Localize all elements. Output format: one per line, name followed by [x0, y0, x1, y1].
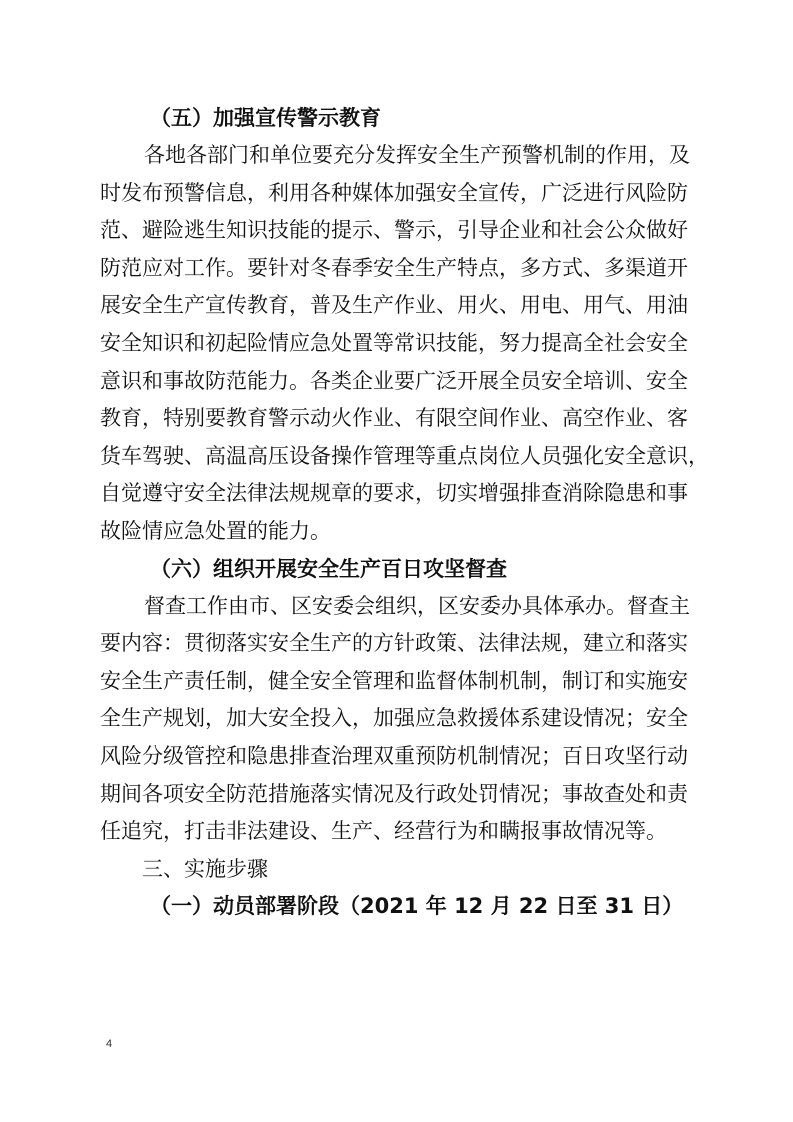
- text-line: 展安全生产宣传教育，普及生产作业、用火、用电、用气、用油: [100, 293, 688, 318]
- text-line: 安全生产责任制，健全安全管理和监督体制机制，制订和实施安: [100, 668, 688, 693]
- text-line: 全生产规划，加大安全投入，加强应急救援体系建设情况；安全: [100, 706, 688, 731]
- section-heading-5: （五）加强宣传警示教育: [150, 106, 381, 130]
- text-line: 时发布预警信息，利用各种媒体加强安全宣传，广泛进行风险防: [100, 180, 688, 205]
- text-line: 风险分级管控和隐患排查治理双重预防机制情况；百日攻坚行动: [100, 743, 688, 768]
- text-line: 货车驾驶、高温高压设备操作管理等重点岗位人员强化安全意识，: [100, 443, 709, 468]
- text-line: 安全知识和初起险情应急处置等常识技能，努力提高全社会安全: [100, 330, 688, 355]
- text-line: 防范应对工作。要针对冬春季安全生产特点，多方式、多渠道开: [100, 255, 688, 280]
- text-line: 任追究，打击非法建设、生产、经营行为和瞒报事故情况等。: [100, 819, 667, 844]
- chapter-heading: 三、实施步骤: [142, 856, 268, 881]
- text-line: 督查工作由市、区安委会组织，区安委办具体承办。督查主: [144, 593, 690, 618]
- text-line: 教育，特别要教育警示动火作业、有限空间作业、高空作业、客: [100, 406, 688, 431]
- text-line: 范、避险逃生知识技能的提示、警示，引导企业和社会公众做好: [100, 218, 688, 243]
- section-heading-6: （六）组织开展安全生产百日攻坚督查: [150, 556, 507, 581]
- text-line: 期间各项安全防范措施落实情况及行政处罚情况；事故查处和责: [100, 781, 688, 806]
- text-line: 各地各部门和单位要充分发挥安全生产预警机制的作用，及: [144, 143, 690, 167]
- paragraph-6: [100, 588, 710, 851]
- text-line: 自觉遵守安全法律法规规章的要求，切实增强排查消除隐患和事: [100, 481, 688, 506]
- text-line: 意识和事故防范能力。各类企业要广泛开展全员安全培训、安全: [100, 368, 688, 393]
- page-number: 4: [106, 1038, 113, 1050]
- text-line: 要内容：贯彻落实安全生产的方针政策、法律法规，建立和落实: [100, 631, 688, 656]
- section-heading-1: （一）动员部署阶段（2021 年 12 月 22 日至 31 日）: [150, 893, 684, 918]
- text-line: 故险情应急处置的能力。: [100, 518, 331, 543]
- page-content: [100, 100, 710, 925]
- paragraph-5: [100, 137, 710, 551]
